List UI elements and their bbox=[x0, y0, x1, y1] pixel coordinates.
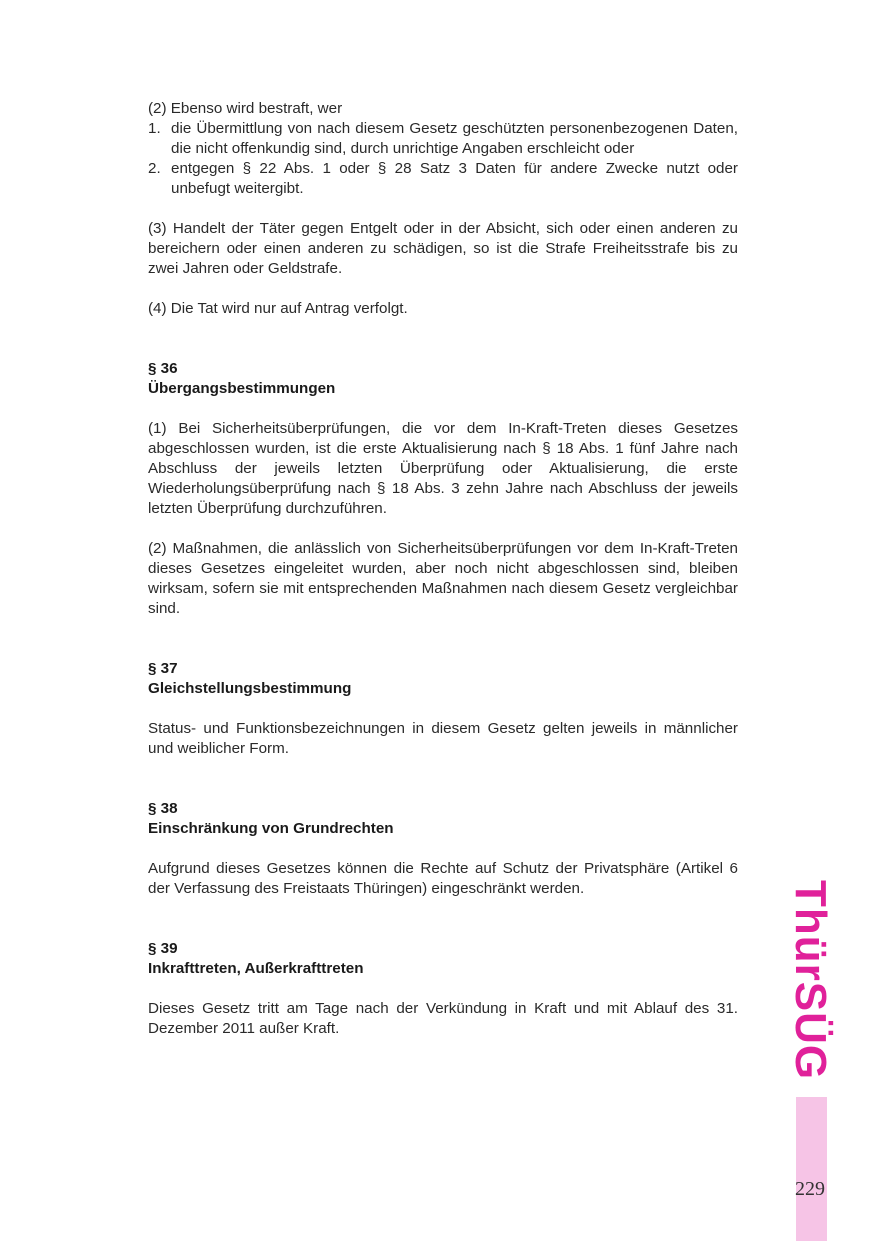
sidebar-law-title bbox=[780, 879, 840, 1081]
paragraph-4: (4) Die Tat wird nur auf Antrag verfolgt. bbox=[148, 300, 408, 317]
section-37-number: § 37 bbox=[148, 660, 178, 677]
list-item-number: 1. bbox=[148, 120, 161, 137]
section-36-title: Übergangsbestimmungen bbox=[148, 380, 336, 397]
paragraph-2-list bbox=[148, 119, 738, 199]
list-item bbox=[148, 119, 738, 159]
list-item-number: 2. bbox=[148, 160, 161, 177]
page-number: 229 bbox=[795, 1178, 825, 1200]
section-36-number: § 36 bbox=[148, 360, 178, 377]
paragraph-2-intro: (2) Ebenso wird bestraft, wer bbox=[148, 100, 343, 117]
section-39-title: Inkrafttreten, Außerkrafttreten bbox=[148, 960, 364, 977]
section-37-text: Status- und Funktionsbezeichnungen in diesem Gesetz gelten jeweils in männlicher und weiblicher Form. bbox=[148, 720, 738, 757]
paragraph-3: (3) Handelt der Täter gegen Entgelt oder in der Absicht, sich oder einen anderen zu bereichern oder einen anderen zu schädigen, so ist die Strafe Freiheitsstrafe bis zu zwei Jahren oder Geldstrafe. bbox=[148, 220, 738, 277]
section-36-paragraph-2: (2) Maßnahmen, die anlässlich von Sicherheitsüberprüfungen vor dem In-Kraft-Treten dieses Gesetzes eingeleitet wurden, aber noch nicht abgeschlossen sind, bleiben wirksam, sofern sie mit entsprechenden Maßnahmen nach diesem Gesetz vergleichbar sind. bbox=[148, 540, 738, 617]
section-38-number: § 38 bbox=[148, 800, 178, 817]
list-item-text: die Übermittlung von nach diesem Gesetz geschützten personenbezogenen Daten, die nicht offenkundig sind, durch unrichtige Angaben erschleicht oder bbox=[171, 120, 738, 157]
section-38-title: Einschränkung von Grundrechten bbox=[148, 820, 394, 837]
sidebar-law-title-text: ThürSÜG bbox=[786, 879, 835, 1081]
section-39-text: Dieses Gesetz tritt am Tage nach der Verkündung in Kraft und mit Ablauf des 31. Dezember 2011 außer Kraft. bbox=[148, 1000, 738, 1037]
page-tab-bar bbox=[796, 1097, 827, 1241]
section-37-title: Gleichstellungsbestimmung bbox=[148, 680, 352, 697]
section-36-paragraph-1: (1) Bei Sicherheitsüberprüfungen, die vor dem In-Kraft-Treten dieses Gesetzes abgeschlossen wurden, ist die erste Aktualisierung nach § 18 Abs. 1 fünf Jahre nach Abschluss der jeweils letzten Überprüfung oder Aktualisierung, die erste Wiederholungsüberprüfung nach § 18 Abs. 3 zehn Jahre nach Abschluss der jeweils letzten Überprüfung durchzuführen. bbox=[148, 420, 738, 517]
section-38-text: Aufgrund dieses Gesetzes können die Rechte auf Schutz der Privatsphäre (Artikel 6 der Verfassung des Freistaats Thüringen) eingeschränkt werden. bbox=[148, 860, 738, 897]
list-item bbox=[148, 159, 738, 199]
page-content bbox=[148, 99, 738, 1039]
section-39-number: § 39 bbox=[148, 940, 178, 957]
list-item-text: entgegen § 22 Abs. 1 oder § 28 Satz 3 Daten für andere Zwecke nutzt oder unbefugt weitergibt. bbox=[171, 160, 738, 197]
